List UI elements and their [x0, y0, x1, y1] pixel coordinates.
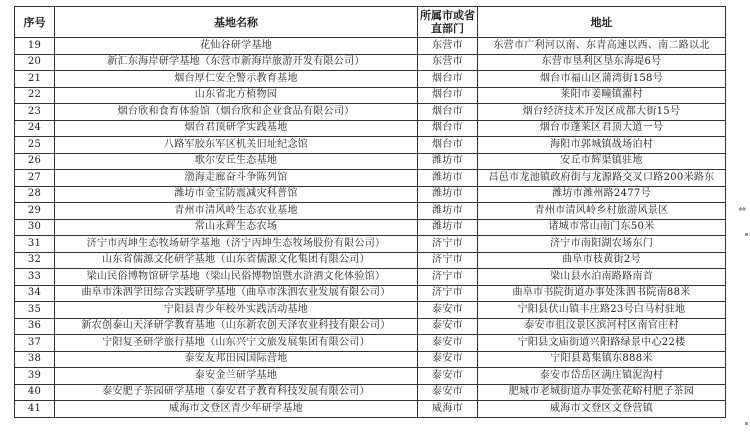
cell-seq: 39 — [15, 368, 55, 385]
cell-city: 潍坊市 — [418, 170, 478, 187]
cell-city: 烟台市 — [418, 120, 478, 137]
edge-tick-marker — [745, 233, 748, 236]
cell-seq: 21 — [15, 71, 55, 88]
cell-name: 泰安金兰研学基地 — [55, 368, 418, 385]
resize-handle-icon[interactable]: ⇔ — [738, 205, 746, 215]
cell-seq: 30 — [15, 219, 55, 236]
cell-city: 济宁市 — [418, 269, 478, 286]
cell-name: 歌尔安丘生态基地 — [55, 153, 418, 170]
cell-seq: 29 — [15, 203, 55, 220]
base-list-table — [14, 6, 726, 418]
cell-city: 烟台市 — [418, 137, 478, 154]
cell-city: 泰安市 — [418, 302, 478, 319]
cell-name: 新农创泰山天泽研学教育基地（山东新农创天泽农业科技有限公司） — [55, 318, 418, 335]
cell-seq: 24 — [15, 120, 55, 137]
cell-name: 常山永辉生态农场 — [55, 219, 418, 236]
table-row — [15, 104, 726, 121]
cell-name: 花仙谷研学基地 — [55, 38, 418, 55]
cell-seq: 20 — [15, 54, 55, 71]
cell-address: 烟台市福山区蒲湾街158号 — [478, 71, 726, 88]
cell-name: 青州市清风岭生态农业基地 — [55, 203, 418, 220]
cell-seq: 33 — [15, 269, 55, 286]
cell-city: 威海市 — [418, 401, 478, 418]
cell-seq: 31 — [15, 236, 55, 253]
table-row — [15, 401, 726, 418]
cell-name: 威海市文登区青少年研学基地 — [55, 401, 418, 418]
cell-seq: 19 — [15, 38, 55, 55]
cell-seq: 41 — [15, 401, 55, 418]
cell-address: 曲阜市枝黄街2号 — [478, 252, 726, 269]
cell-city: 东营市 — [418, 54, 478, 71]
cell-name: 烟台厚仁安全警示教育基地 — [55, 71, 418, 88]
cell-address: 潍坊市潍州路2477号 — [478, 186, 726, 203]
table-row — [15, 186, 726, 203]
cell-address: 宁阳县文庙街道兴阳路绿景中心22楼 — [478, 335, 726, 352]
edge-tick-marker — [745, 422, 748, 425]
cell-name: 山东省北方植物园 — [55, 87, 418, 104]
cell-seq: 35 — [15, 302, 55, 319]
table-row — [15, 335, 726, 352]
cell-name: 渤海走廊奋斗争陈列馆 — [55, 170, 418, 187]
cell-name: 山东省儒源文化研学基地（山东省儒源文化集团有限公司） — [55, 252, 418, 269]
table-row — [15, 236, 726, 253]
cell-name: 泰安友邦田园国际营地 — [55, 351, 418, 368]
cell-address: 安丘市辉渠镇驻地 — [478, 153, 726, 170]
table-row — [15, 71, 726, 88]
cell-city: 济宁市 — [418, 285, 478, 302]
cell-address: 青州市清风岭乡村旅游风景区 — [478, 203, 726, 220]
cell-city: 济宁市 — [418, 236, 478, 253]
cell-seq: 38 — [15, 351, 55, 368]
cell-name: 新汇东海岸研学基地（东营市新海岸旅游开发有限公司） — [55, 54, 418, 71]
table-row — [15, 351, 726, 368]
cell-name: 烟台欣和食育体验馆（烟台欣和企业食品有限公司） — [55, 104, 418, 121]
header-address: 地址 — [478, 7, 726, 38]
cell-city: 东营市 — [418, 38, 478, 55]
cell-address: 宁阳县葛集镇东888米 — [478, 351, 726, 368]
header-name: 基地名称 — [55, 7, 418, 38]
cell-city: 泰安市 — [418, 335, 478, 352]
cell-address: 东营市广利河以南、东青高速以西、南二路以北 — [478, 38, 726, 55]
cell-name: 烟台君顶研学实践基地 — [55, 120, 418, 137]
cell-address: 威海市文登区文登营镇 — [478, 401, 726, 418]
table-row — [15, 252, 726, 269]
table-row — [15, 203, 726, 220]
table-row — [15, 54, 726, 71]
cell-city: 潍坊市 — [418, 203, 478, 220]
table-row — [15, 384, 726, 401]
cell-seq: 37 — [15, 335, 55, 352]
cell-city: 烟台市 — [418, 104, 478, 121]
cell-city: 烟台市 — [418, 71, 478, 88]
table-header — [15, 7, 726, 38]
table-row — [15, 285, 726, 302]
cell-address: 梁山县水泊南路路南首 — [478, 269, 726, 286]
base-list-table-wrap — [14, 6, 725, 418]
table-row — [15, 170, 726, 187]
table-row — [15, 38, 726, 55]
cell-city: 济宁市 — [418, 252, 478, 269]
cell-name: 梁山民俗博物馆研学基地（梁山民俗博物馆暨水浒酒文化体验馆） — [55, 269, 418, 286]
cell-name: 泰安肥子茶园研学基地（泰安君子教育科技发展有限公司） — [55, 384, 418, 401]
cell-seq: 28 — [15, 186, 55, 203]
cell-seq: 36 — [15, 318, 55, 335]
table-row — [15, 302, 726, 319]
cell-city: 潍坊市 — [418, 186, 478, 203]
cell-address: 宁阳县伏山镇丰庄路23号白马村驻地 — [478, 302, 726, 319]
cell-address: 昌邑市龙池镇政府街与龙源路交叉口路200米路东 — [478, 170, 726, 187]
header-seq: 序号 — [15, 7, 55, 38]
cell-address: 肥城市老城街道办事处张花峪村肥子茶园 — [478, 384, 726, 401]
cell-seq: 34 — [15, 285, 55, 302]
table-row — [15, 269, 726, 286]
table-row — [15, 368, 726, 385]
cell-address: 泰安市岱岳区满庄镇泥沟村 — [478, 368, 726, 385]
cell-seq: 27 — [15, 170, 55, 187]
cell-city: 泰安市 — [418, 368, 478, 385]
table-body — [15, 38, 726, 418]
cell-city: 潍坊市 — [418, 219, 478, 236]
cell-address: 诸城市常山南门东50米 — [478, 219, 726, 236]
cell-name: 八路军胶东军区机关旧址纪念馆 — [55, 137, 418, 154]
table-row — [15, 137, 726, 154]
table-row — [15, 219, 726, 236]
cell-name: 济宁市丙坤生态牧场研学基地（济宁丙坤生态牧场股份有限公司） — [55, 236, 418, 253]
cell-name: 宁阳复圣研学旅行基地（山东兴宁文旅发展集团有限公司） — [55, 335, 418, 352]
table-row — [15, 318, 726, 335]
cell-city: 泰安市 — [418, 351, 478, 368]
cell-name: 曲阜市洙泗学田综合实践研学基地（曲阜市洙泗农业发展有限公司） — [55, 285, 418, 302]
cell-address: 泰安市徂汶景区滨河村区南官庄村 — [478, 318, 726, 335]
cell-seq: 23 — [15, 104, 55, 121]
cell-name: 潍坊市金宝防震减灾科普馆 — [55, 186, 418, 203]
cell-seq: 32 — [15, 252, 55, 269]
cell-address: 东营市垦利区垦东海堤6号 — [478, 54, 726, 71]
cell-seq: 25 — [15, 137, 55, 154]
cell-seq: 40 — [15, 384, 55, 401]
cell-address: 曲阜市书院街道办事处洙泗书院南88米 — [478, 285, 726, 302]
cell-city: 泰安市 — [418, 384, 478, 401]
table-row — [15, 153, 726, 170]
cell-address: 海阳市郭城镇战场泊村 — [478, 137, 726, 154]
cell-address: 烟台经济技术开发区成都大街15号 — [478, 104, 726, 121]
cell-address: 莱阳市姜疃镇濯村 — [478, 87, 726, 104]
table-row — [15, 120, 726, 137]
cell-name: 宁阳县青少年校外实践活动基地 — [55, 302, 418, 319]
cell-city: 烟台市 — [418, 87, 478, 104]
cell-address: 烟台市蓬莱区君顶大道一号 — [478, 120, 726, 137]
cell-address: 济宁市南阳湖农场东门 — [478, 236, 726, 253]
header-city: 所属市或省直部门 — [418, 7, 478, 38]
header-row — [15, 7, 726, 38]
table-row — [15, 87, 726, 104]
cell-city: 泰安市 — [418, 318, 478, 335]
cell-seq: 22 — [15, 87, 55, 104]
cell-seq: 26 — [15, 153, 55, 170]
cell-city: 潍坊市 — [418, 153, 478, 170]
